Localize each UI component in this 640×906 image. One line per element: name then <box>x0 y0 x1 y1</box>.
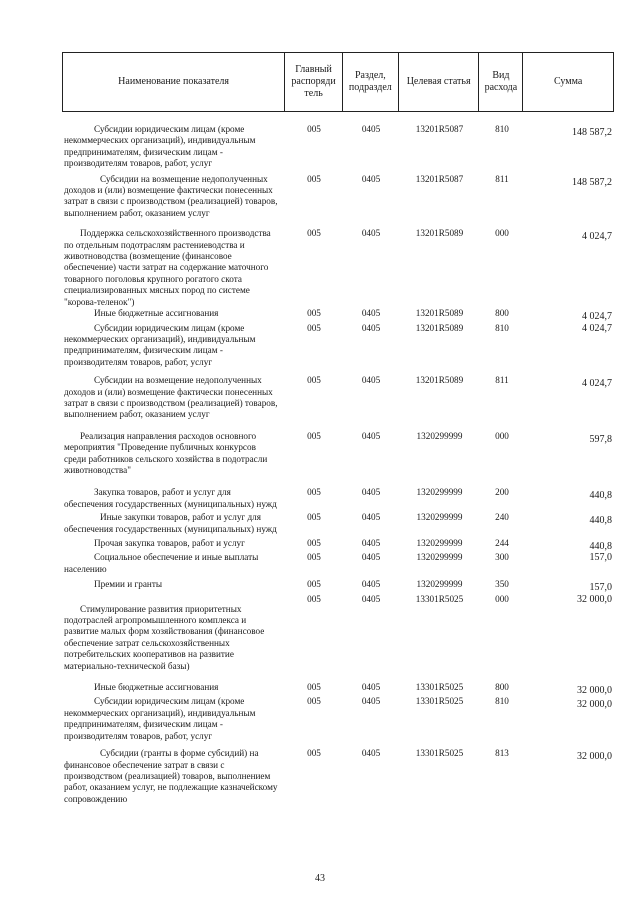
row-name: Стимулирование развития приоритетных подотраслей агропромышленного комплекса и развитие малых форм хозяйствования (финансовое обеспечение затрат сельскохозяйственных потребительских кооперативов на развитие материально-технической базы) <box>64 603 265 671</box>
row-section: 0405 <box>361 593 381 604</box>
row-target: 1320299999 <box>416 512 463 523</box>
row-section: 0405 <box>361 682 381 693</box>
row-section: 0405 <box>361 322 381 333</box>
row-target: 13301R5025 <box>415 696 464 707</box>
table-row <box>62 308 614 322</box>
row-expense-type: 813 <box>495 748 509 759</box>
table-header <box>62 52 614 112</box>
table-row <box>62 228 614 308</box>
row-target: 13201R5087 <box>415 173 464 184</box>
row-sum: 32 000,0 <box>577 593 612 605</box>
table-row <box>62 323 614 369</box>
row-section: 0405 <box>361 512 381 523</box>
row-expense-type: 810 <box>495 322 509 333</box>
row-target: 13201R5089 <box>415 308 464 319</box>
row-name: Иные бюджетные ассигнования <box>94 682 219 693</box>
row-sum: 148 587,2 <box>572 176 612 188</box>
row-sum: 4 024,7 <box>582 378 612 390</box>
row-expense-type: 200 <box>495 487 509 498</box>
row-section: 0405 <box>361 538 381 548</box>
row-sum: 32 000,0 <box>577 685 612 697</box>
header-sum: Сумма <box>554 76 583 87</box>
row-sum: 440,8 <box>589 541 612 552</box>
row-expense-type: 240 <box>495 512 509 523</box>
row-section: 0405 <box>361 375 381 386</box>
row-expense-type: 000 <box>495 430 509 441</box>
table-row <box>62 431 614 477</box>
row-main-manager: 005 <box>307 228 321 239</box>
table-row <box>62 594 614 672</box>
row-main-manager: 005 <box>307 593 321 604</box>
row-sum: 440,8 <box>589 490 612 502</box>
row-target: 13201R5087 <box>415 124 464 134</box>
header-name: Наименование показателя <box>63 53 285 111</box>
row-sum: 4 024,7 <box>582 322 612 334</box>
row-section: 0405 <box>361 228 381 239</box>
row-name: Закупка товаров, работ и услуг для обеспечения государственных (муниципальных) нужд <box>64 487 277 509</box>
row-section: 0405 <box>361 124 381 134</box>
row-name: Социальное обеспечение и иные выплаты населению <box>64 552 259 574</box>
table-row <box>62 375 614 421</box>
row-main-manager: 005 <box>307 173 321 184</box>
row-main-manager: 005 <box>307 124 321 134</box>
row-expense-type: 811 <box>495 375 509 386</box>
header-main-manager: Главный распоряди тель <box>285 53 343 111</box>
table-row <box>62 124 614 170</box>
row-main-manager: 005 <box>307 375 321 386</box>
table-row <box>62 512 614 535</box>
table-row <box>62 487 614 510</box>
header-expense-type: Вид расхода <box>479 53 523 111</box>
row-target: 1320299999 <box>416 538 463 548</box>
table-row <box>62 538 614 552</box>
page-number: 43 <box>315 873 325 884</box>
row-name: Реализация направления расходов основного мероприятия "Проведение публичных конкурсов среди работников сельского хозяйства в подотрасли животноводства" <box>64 430 268 475</box>
row-sum: 157,0 <box>589 582 612 594</box>
row-name: Прочая закупка товаров, работ и услуг <box>94 538 245 548</box>
row-target: 13301R5025 <box>415 748 464 759</box>
row-sum: 157,0 <box>589 552 612 564</box>
row-target: 1320299999 <box>416 487 463 498</box>
row-target: 13301R5025 <box>415 593 464 604</box>
row-expense-type: 810 <box>495 124 509 134</box>
row-name: Иные закупки товаров, работ и услуг для обеспечения государственных (муниципальных) нужд <box>64 512 277 534</box>
row-name: Субсидии на возмещение недополученных доходов и (или) возмещение фактически понесенных затрат в связи с производством (реализацией) товаров, выполнением работ, оказанием услуг <box>64 375 278 420</box>
row-section: 0405 <box>361 308 381 319</box>
row-target: 13201R5089 <box>415 322 464 333</box>
table-row <box>62 579 614 593</box>
row-main-manager: 005 <box>307 579 321 590</box>
row-main-manager: 005 <box>307 696 321 707</box>
row-sum: 4 024,7 <box>582 311 612 323</box>
row-sum: 32 000,0 <box>577 751 612 763</box>
row-expense-type: 350 <box>495 579 509 590</box>
row-target: 1320299999 <box>416 579 463 590</box>
row-expense-type: 800 <box>495 308 509 319</box>
row-expense-type: 300 <box>495 552 509 563</box>
row-main-manager: 005 <box>307 430 321 441</box>
row-main-manager: 005 <box>307 538 321 548</box>
row-sum: 4 024,7 <box>582 231 612 243</box>
row-main-manager: 005 <box>307 512 321 523</box>
row-section: 0405 <box>361 173 381 184</box>
row-expense-type: 000 <box>495 593 509 604</box>
row-section: 0405 <box>361 552 381 563</box>
row-expense-type: 811 <box>495 173 509 184</box>
row-expense-type: 000 <box>495 228 509 239</box>
row-section: 0405 <box>361 748 381 759</box>
table-row <box>62 682 614 696</box>
row-name: Премии и гранты <box>94 579 163 590</box>
table-row <box>62 696 614 742</box>
row-main-manager: 005 <box>307 552 321 563</box>
row-name: Субсидии (гранты в форме субсидий) на финансовое обеспечение затрат в связи с производством (реализацией) товаров, выполнением работ, оказанием услуг, не подлежащие казначейскому сопровождению <box>64 748 278 804</box>
row-sum: 440,8 <box>589 515 612 527</box>
row-section: 0405 <box>361 487 381 498</box>
row-name: Субсидии юридическим лицам (кроме некоммерческих организаций), индивидуальным предпринимателям, физическим лицам - производителям товаров, работ, услуг <box>64 124 256 169</box>
table-body <box>62 124 614 805</box>
table-row <box>62 748 614 805</box>
row-section: 0405 <box>361 430 381 441</box>
table-row <box>62 552 614 575</box>
row-target: 1320299999 <box>416 430 463 441</box>
row-main-manager: 005 <box>307 308 321 319</box>
header-target: Целевая статья <box>399 53 480 111</box>
row-expense-type: 800 <box>495 682 509 693</box>
row-expense-type: 810 <box>495 696 509 707</box>
row-name: Иные бюджетные ассигнования <box>94 308 219 319</box>
row-main-manager: 005 <box>307 322 321 333</box>
row-section: 0405 <box>361 579 381 590</box>
row-main-manager: 005 <box>307 748 321 759</box>
row-target: 13201R5089 <box>415 375 464 386</box>
row-target: 1320299999 <box>416 552 463 563</box>
row-name: Субсидии на возмещение недополученных доходов и (или) возмещение фактически понесенных затрат в связи с производством (реализацией) товаров, выполнением работ, оказанием услуг <box>64 173 278 218</box>
row-name: Субсидии юридическим лицам (кроме некоммерческих организаций), индивидуальным предпринимателям, физическим лицам - производителям товаров, работ, услуг <box>64 322 256 367</box>
row-main-manager: 005 <box>307 682 321 693</box>
header-section: Раздел, подраздел <box>343 53 399 111</box>
row-sum: 148 587,2 <box>572 127 612 138</box>
row-sum: 32 000,0 <box>577 699 612 711</box>
row-main-manager: 005 <box>307 487 321 498</box>
row-name: Поддержка сельскохозяйственного производства по отдельным подотраслям растениеводства и животноводства (возмещение (финансовое обеспечение) части затрат на содержание маточного товарного поголовья крупного рогатого скота специализированных мясных пород по системе "корова-теленок") <box>64 228 271 307</box>
row-expense-type: 244 <box>495 538 509 548</box>
row-section: 0405 <box>361 696 381 707</box>
table-row <box>62 174 614 220</box>
row-name: Субсидии юридическим лицам (кроме некоммерческих организаций), индивидуальным предпринимателям, физическим лицам - производителям товаров, работ, услуг <box>64 696 256 741</box>
row-target: 13201R5089 <box>415 228 464 239</box>
row-sum: 597,8 <box>589 433 612 445</box>
row-target: 13301R5025 <box>415 682 464 693</box>
